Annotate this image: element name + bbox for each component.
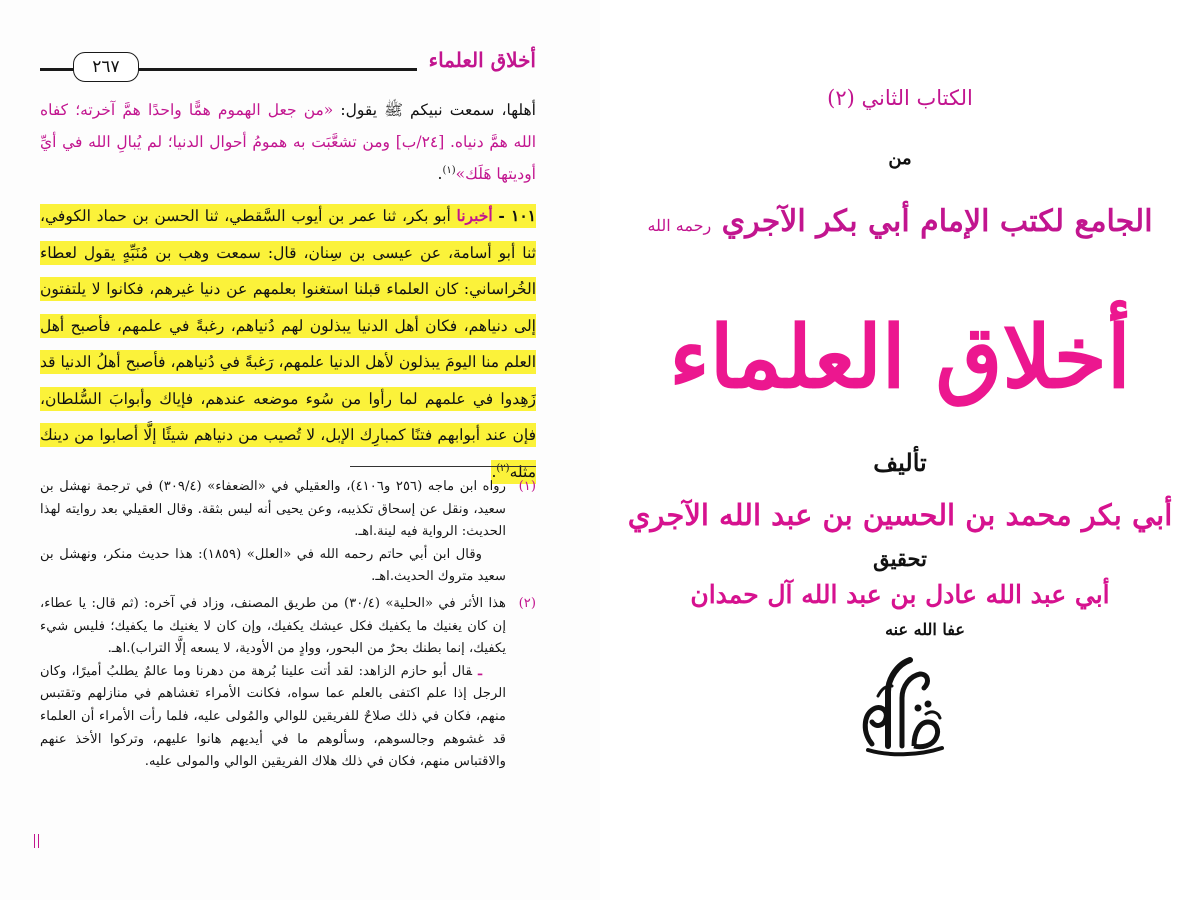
collection-blessing: رحمه الله (647, 216, 712, 235)
book-main-title: أخلاق العلماء (669, 307, 1131, 408)
page-number: ٢٦٧ (73, 52, 139, 82)
footnote-ref-2[interactable]: (٢) (496, 462, 510, 474)
running-title: أخلاق العلماء (417, 48, 536, 72)
footnote-2 (40, 593, 536, 774)
footnote-1 (40, 476, 536, 589)
collection-title-text: الجامع لكتب الإمام أبي بكر الآجري (721, 204, 1153, 239)
hadith-quote: «من جعل الهموم همًّا واحدًا همَّ آخرته؛ كفاه الله همَّ دنياه. [٢٤/ب] ومن تشعَّبَت به همومُ أحوال الدنيا؛ لم يُبالِ الله في أيِّ أوديتها هَلَك» (40, 101, 537, 183)
collection-title (600, 204, 1200, 239)
footnote-number: (١) (518, 479, 536, 494)
narration-text: أبو بكر، ثنا عمر بن أيوب السَّقطي، ثنا الحسن بن حماد الكوفي، ثنا أبو أسامة، عن عيسى بن سِنان، قال: سمعت وهب بن مُنَبِّهٍ يقول لعطاء الخُراساني: كان العلماء قبلنا استغنوا بعلمهم عن دنيا غيرهم، فكانوا لا يلتفتون إلى دنياهم، فكان أهل الدنيا يبذلون لهم دُنياهم، رغبةً في علمهم، فأصبح أهل العلم منا اليومَ يبذلون لأهل الدنيا علمهم، رَغبةً في دُنياهم، فأصبح أهلُ الدنيا قد زَهِدوا في علمهم لما رأوا من سُوء موضعه عندهم، فإياك وأبوابَ السُّلطان، فإن عند أبوابهم فتنًا كمبارِك الإبل، لا تُصيب من دنياهم شيئًا إلَّا أصابوا من دينك مثله (40, 207, 536, 481)
pardon-phrase: عفا الله عنه (885, 620, 965, 639)
right-page-title (600, 0, 1200, 900)
narration-end: . (491, 462, 497, 481)
footnote-paragraph: وقال ابن أبي حاتم رحمه الله في «العلل» (١٨٥٩): هذا حديث منكر، ونهشل بن سعيد متروك الحديث.اهـ. (40, 546, 506, 585)
footnote-paragraph: هذا الأثر في «الحلية» (٣٠/٤) من طريق المصنف، وزاد في آخره: (ثم قال: يا عطاء، إن كان يغنيك ما يكفيك فكل عيشك يكفيك، وإن كان لا يغنيك ما يكفيك؛ فليس شيء يكفيك، إنما بطنك بحرٌ من البحور، ووادٍ من الأودية، لا يسعه إلَّا التراب).اهـ. (40, 595, 506, 657)
editor-name: أبي عبد الله عادل بن عبد الله آل حمدان (690, 580, 1110, 609)
publisher-logo-icon (858, 652, 946, 758)
narration-number: ١٠١ - (498, 206, 536, 225)
paragraph-dash-mark: ـ (478, 663, 482, 679)
part-title: الكتاب الثاني (٢) (827, 86, 973, 110)
footnote-number: (٢) (518, 595, 536, 611)
intro-text: أهلها، سمعت نبيكم ﷺ يقول: (333, 101, 536, 119)
intro-paragraph (40, 94, 536, 190)
footnotes (40, 476, 536, 778)
edited-label: تحقيق (873, 546, 927, 571)
from-word: من (888, 148, 912, 169)
margin-mark (34, 834, 39, 848)
author-name: أبي بكر محمد بن الحسين بن عبد الله الآجري (627, 498, 1173, 532)
footnote-paragraph: قال أبو حازم الزاهد: لقد أتت علينا بُرهة من دهرنا وما عالمٌ يطلبُ أميرًا، وكان الرجل إذا علم اكتفى بالعلم عما سواه، فكانت الأمراء تغشاهم في منازلهم وتقتبس منهم، فكان في ذلك صلاحٌ للفريقين للوالي والمُولى عليه، فلما رأت الأمراء أن العلماء قد غشوهم وجالسوهم، وسألوهم ما في أيديهم هانوا عليهم، وتركوا الأخذ عنهم والاقتباس منهم، فكان في ذلك هلاك الفريقين الوالي والمولى عليه. (40, 663, 506, 770)
intro-end: . (437, 165, 443, 183)
footnote-divider (350, 466, 536, 467)
page-header (40, 48, 536, 82)
footnote-paragraph-with-mark (40, 661, 506, 774)
narration-lead: أخبرنا (456, 206, 493, 225)
authored-label: تأليف (873, 448, 927, 477)
highlighted-narration (40, 198, 536, 490)
footnote-ref-1[interactable]: (١) (442, 164, 456, 176)
footnote-paragraph: رواه ابن ماجه (٢٥٦ و٤١٠٦)، والعقيلي في «الضعفاء» (٣٠٩/٤) في ترجمة نهشل بن سعيد، ونقل عن إسحاق تكذيبه، وعن يحيى أنه ليس بثقة. وقال العقيلي بعد روايته لهذا الحديث: الرواية فيه لينة.اهـ. (40, 479, 506, 540)
